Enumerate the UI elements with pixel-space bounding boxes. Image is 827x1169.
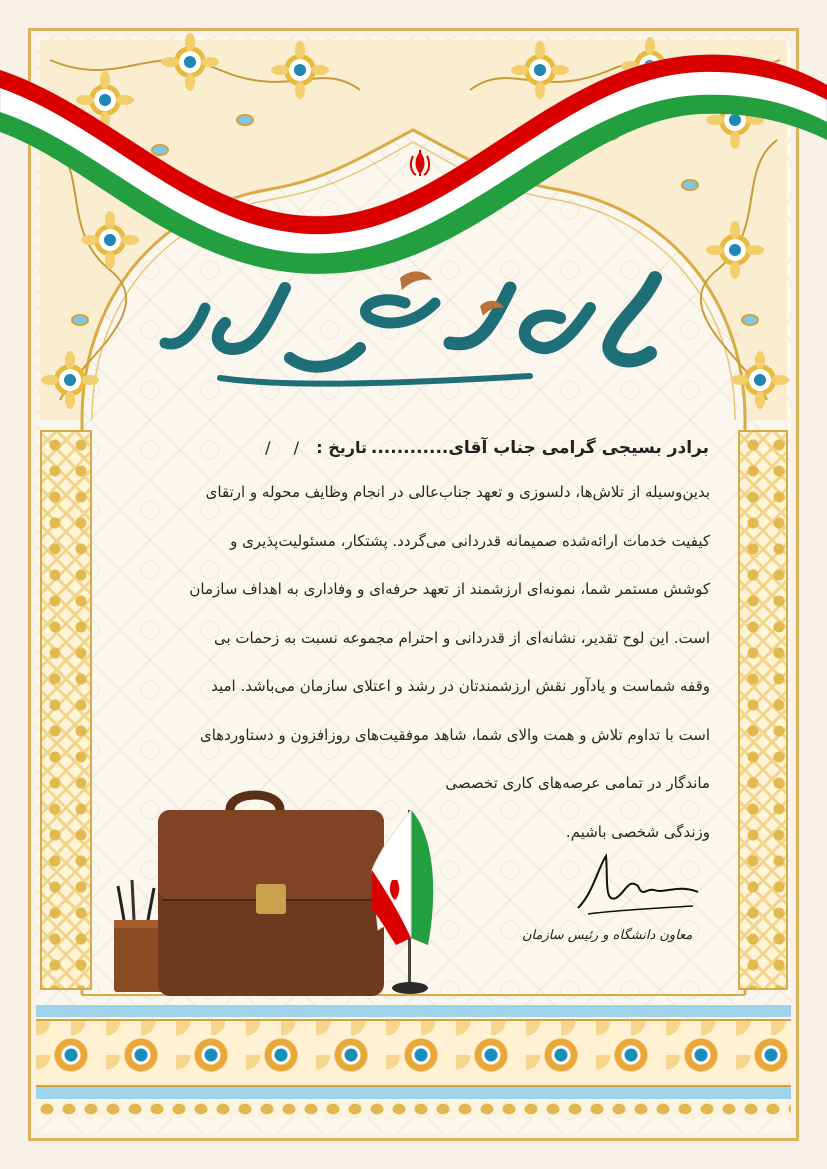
body-line: کیفیت خدمات ارائه‌شده صمیمانه قدردانی می‌گردد. پشتکار، مسئولیت‌پذیری و [230,531,710,550]
title-text: روز کارمند گرامی باد [405,396,415,397]
band-stripe-top [36,1005,791,1017]
right-lattice-border [738,430,788,990]
bottom-ornament-band [36,1005,791,1117]
body-line: وزندگی شخصی باشیم. [565,822,710,841]
pen-holder-icon [114,880,164,992]
body-line: است. این لوح تقدیر، نشانه‌ای از قدردانی و احترام مجموعه نسبت به زحمات بی [213,628,710,647]
desk-illustration [110,770,450,1000]
briefcase-icon [158,795,384,996]
emblem-icon [411,150,429,176]
title-calligraphy-art [150,248,670,398]
band-chain [36,1100,791,1118]
flag-ribbon [0,0,827,280]
body-line: وقفه شماست و یادآور نقش ارزشمندتان در رشد و اعتلای سازمان می‌باشد. امید [211,677,710,695]
band-stripe-bottom [36,1087,791,1099]
date-value: / / [265,438,299,457]
body-line: بدین‌وسیله از تلاش‌ها، دلسوزی و تعهد جناب‌عالی در انجام وظایف محوله و ارتقای [205,483,710,501]
body-line: است با تداوم تلاش و همت والای شما، شاهد موفقیت‌های روزافزون و دستاوردهای [199,725,710,744]
signature-title: معاون دانشگاه و رئیس سازمان [522,928,693,943]
recipient-line: برادر بسیجی گرامی جناب آقای............ [370,438,709,458]
band-tile [36,1019,791,1087]
body-line: ماندگار در تمامی عرصه‌های کاری تخصصی [445,774,710,792]
body-line: کوشش مستمر شما، نمونه‌ای ارزشمند از تعهد حرفه‌ای و وفاداری به اهداف سازمان [189,580,710,598]
left-lattice-border [40,430,92,990]
handwritten-signature [568,848,708,928]
title-calligraphy [150,248,670,398]
recipient-date-row [109,438,709,470]
date-label: تاریخ : [316,438,367,457]
